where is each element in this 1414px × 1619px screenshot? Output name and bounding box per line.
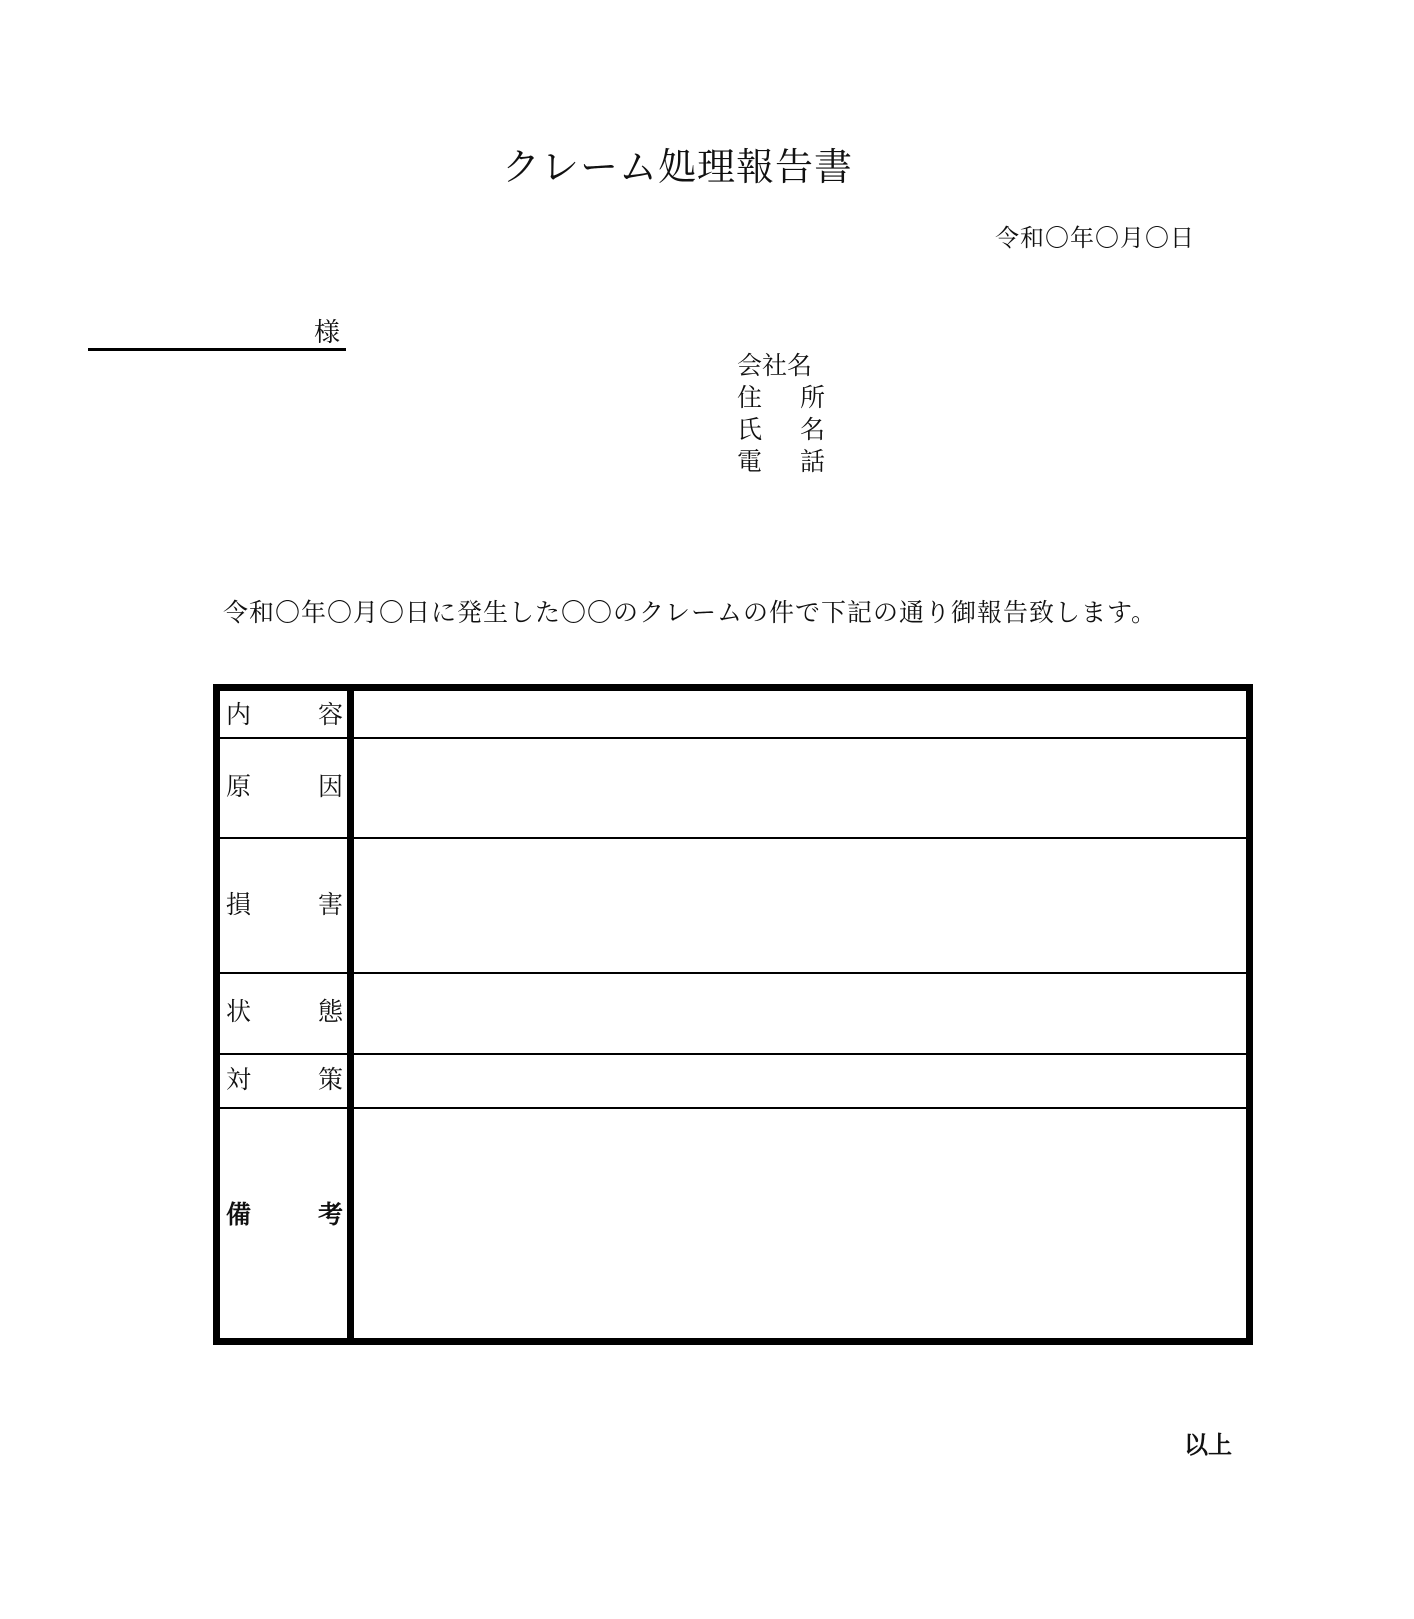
cause-value-cell[interactable] <box>361 739 1246 837</box>
document-date: 令和〇年〇月〇日 <box>995 224 1195 252</box>
label-char: 因 <box>317 772 343 801</box>
label-char: 状 <box>226 997 252 1026</box>
countermeasure-value-cell[interactable] <box>361 1055 1246 1107</box>
sender-block <box>737 350 825 478</box>
sender-name-label-1: 氏 <box>737 415 763 444</box>
label-char: 容 <box>317 700 343 729</box>
document-title: クレーム処理報告書 <box>501 145 853 189</box>
label-char: 損 <box>226 890 252 919</box>
sender-company-row <box>737 350 825 382</box>
report-table <box>213 684 1253 1345</box>
label-char: 原 <box>226 772 252 801</box>
label-char: 策 <box>317 1065 343 1094</box>
status-value-cell[interactable] <box>361 974 1246 1053</box>
label-char: 態 <box>317 997 343 1026</box>
content-value-cell[interactable] <box>361 691 1246 737</box>
sender-name-row <box>737 414 825 446</box>
sender-phone-label-2: 話 <box>799 447 825 476</box>
row-label-content <box>226 701 343 729</box>
row-label-damage <box>226 891 343 919</box>
sender-company-label: 会社名 <box>737 351 813 380</box>
row-label-cause <box>226 773 343 801</box>
label-char: 考 <box>317 1200 343 1229</box>
addressee-honorific: 様 <box>313 318 340 348</box>
remarks-value-cell[interactable] <box>361 1109 1246 1338</box>
addressee-field[interactable] <box>88 312 346 351</box>
sender-address-label-1: 住 <box>737 383 763 412</box>
label-char: 内 <box>226 700 252 729</box>
sender-address-label-2: 所 <box>799 383 825 412</box>
damage-value-cell[interactable] <box>361 839 1246 972</box>
label-char: 対 <box>226 1065 252 1094</box>
sender-name-label-2: 名 <box>799 415 825 444</box>
row-label-status <box>226 998 343 1026</box>
label-char: 備 <box>226 1200 252 1229</box>
row-label-countermeasure <box>226 1066 343 1094</box>
closing-text: 以上 <box>1184 1431 1232 1459</box>
label-char: 害 <box>317 890 343 919</box>
report-intro-text: 令和〇年〇月〇日に発生した〇〇のクレームの件で下記の通り御報告致します。 <box>223 598 1158 627</box>
sender-phone-row <box>737 446 825 478</box>
sender-phone-label-1: 電 <box>737 447 763 476</box>
sender-address-row <box>737 382 825 414</box>
row-label-remarks <box>226 1201 343 1229</box>
